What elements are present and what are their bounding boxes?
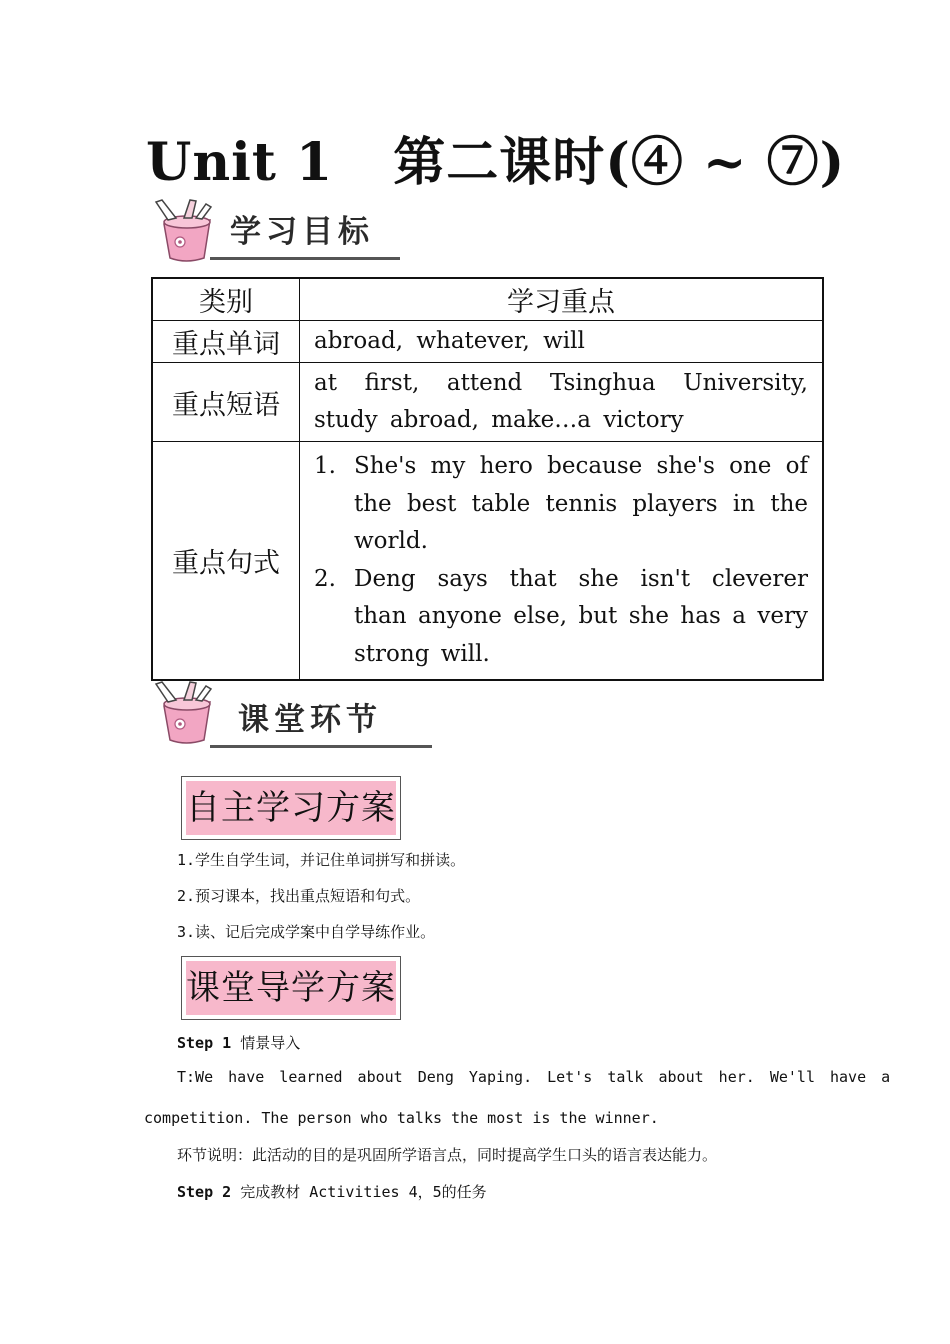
row-category: 重点短语 [152, 363, 300, 442]
row-content: abroad, whatever, will [300, 321, 824, 363]
self-study-title: 自主学习方案 [186, 781, 396, 835]
row-category: 重点句式 [152, 442, 300, 681]
sentence-number: 2. [314, 565, 336, 592]
pen-holder-icon [150, 198, 222, 264]
step1-line [177, 1032, 300, 1053]
row-category: 重点单词 [152, 321, 300, 363]
sentence-text: Deng says that she isn't cleverer than anyone else, but she has a very strong will. [354, 565, 808, 667]
table-header-row [152, 278, 823, 321]
self-study-heading [181, 776, 401, 840]
banner-underline [210, 745, 432, 748]
banner-underline [210, 257, 400, 260]
sentence-text: She's my hero because she's one of the best table tennis players in the world. [354, 453, 808, 554]
self-study-item: 1.学生自学生词，并记住单词拼写和拼读。 [177, 851, 466, 869]
unit-label: Unit 1 [146, 132, 334, 193]
step2-text: 完成教材 Activities 4，5的任务 [240, 1183, 487, 1201]
objectives-banner-label: 学习目标 [230, 214, 374, 250]
row-content [300, 442, 824, 681]
objectives-table [151, 277, 824, 681]
step1-label: Step 1 [177, 1034, 232, 1052]
step2-label: Step 2 [177, 1183, 232, 1201]
header-focus: 学习重点 [300, 278, 824, 321]
key-sentence [314, 448, 808, 561]
self-study-item: 3.读、记后完成学案中自学导练作业。 [177, 923, 436, 941]
self-study-item: 2.预习课本，找出重点短语和句式。 [177, 887, 421, 905]
dialogue-line: competition. The person who talks the most is the winner. [144, 1109, 659, 1127]
classroom-banner [150, 680, 435, 746]
pen-holder-icon [150, 680, 222, 746]
lesson-label: 第二课时(④ ~ ⑦) [393, 132, 846, 193]
classroom-banner-label: 课堂环节 [238, 702, 382, 738]
key-sentence [314, 561, 808, 674]
activity-note: 环节说明：此活动的目的是巩固所学语言点，同时提高学生口头的语言表达能力。 [177, 1146, 718, 1164]
dialogue-line: T:We have learned about Deng Yaping. Let's talk about her. We'll have a [177, 1068, 891, 1086]
page-title [146, 120, 845, 195]
step2-line [177, 1181, 487, 1202]
sentence-number: 1. [314, 453, 336, 479]
objectives-banner [150, 198, 400, 264]
table-row [152, 442, 823, 681]
header-category: 类别 [152, 278, 300, 321]
table-row [152, 321, 823, 363]
class-guide-heading [181, 956, 401, 1020]
step1-text: 情景导入 [240, 1034, 301, 1052]
class-guide-title: 课堂导学方案 [186, 961, 396, 1015]
table-row [152, 363, 823, 442]
row-content: at first, attend Tsinghua University, study abroad, make…a victory [300, 363, 824, 442]
